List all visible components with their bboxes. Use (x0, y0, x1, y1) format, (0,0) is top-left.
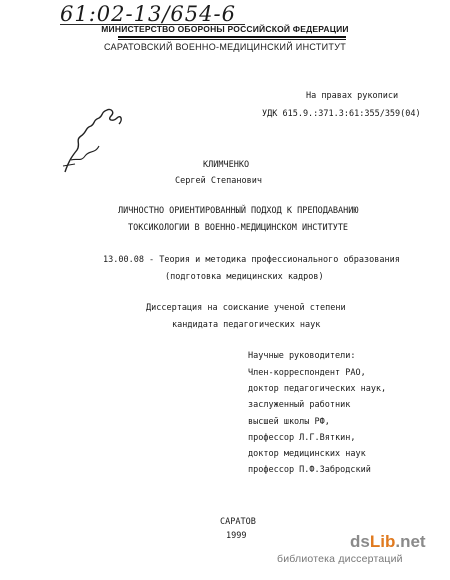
supervisor-line: профессор Л.Г.Вяткин, (248, 433, 356, 443)
supervisor-line: высшей школы РФ, (248, 417, 330, 427)
author-surname: КЛИМЧЕНКО (203, 160, 250, 170)
supervisor-line: профессор П.Ф.Забродский (248, 465, 371, 475)
manuscript-note: На правах рукописи (306, 91, 399, 101)
supervisor-line: доктор педагогических наук, (248, 384, 387, 394)
dslib-subtitle: библиотека диссертаций (277, 553, 403, 565)
supervisor-line: заслуженный работник (248, 400, 351, 410)
handwritten-archive-code: 61:02-13/654-6 (60, 2, 236, 26)
institute-name: САРАТОВСКИЙ ВОЕННО-МЕДИЦИНСКИЙ ИНСТИТУТ (103, 42, 347, 52)
header-rule-thick (118, 36, 346, 38)
degree-line-1: Диссертация на соискание ученой степени (146, 303, 346, 313)
dissertation-title-line-1: ЛИЧНОСТНО ОРИЕНТИРОВАННЫЙ ПОДХОД К ПРЕПОДАВАНИЮ (118, 206, 359, 216)
author-given-names: Сергей Степанович (175, 176, 262, 186)
dissertation-title-line-2: ТОКСИКОЛОГИИ В ВОЕННО-МЕДИЦИНСКОМ ИНСТИТУТЕ (128, 223, 349, 233)
handwritten-signature (55, 100, 135, 180)
header-rule-thin (118, 39, 346, 40)
ministry-header: МИНИСТЕРСТВО ОБОРОНЫ РОССИЙСКОЙ ФЕДЕРАЦИИ (101, 24, 349, 34)
specialty-code-line: 13.00.08 - Теория и методика профессионального образования (103, 255, 400, 265)
supervisor-line: Научные руководители: (248, 351, 356, 361)
footer-year: 1999 (226, 531, 247, 541)
supervisor-line: доктор медицинских наук (248, 449, 366, 459)
udk-code: УДК 615.9.:371.3:61:355/359(04) (262, 109, 421, 119)
footer-city: САРАТОВ (220, 517, 256, 527)
specialty-subtitle-line: (подготовка медицинских кадров) (165, 272, 324, 282)
degree-line-2: кандидата педагогических наук (172, 320, 321, 330)
dslib-logo: dsLib.net (350, 532, 426, 551)
supervisor-line: Член-корреспондент РАО, (248, 368, 366, 378)
